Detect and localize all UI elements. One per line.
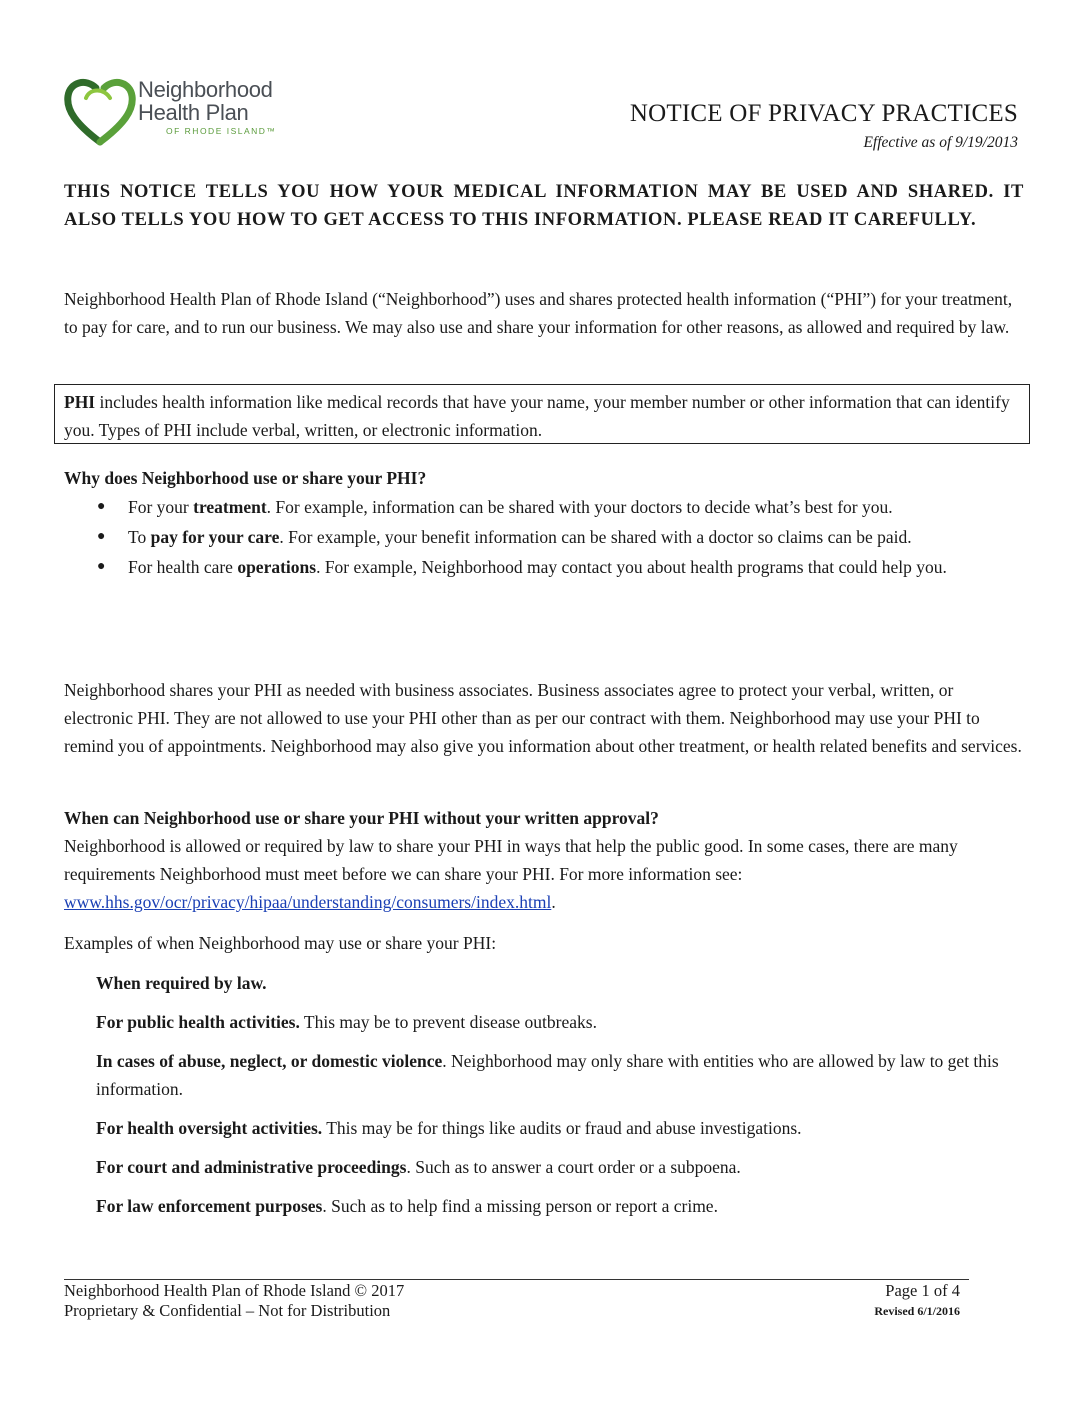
list-item-text: . For example, your benefit information can be shared with a doctor so claims can be paid. [279, 527, 912, 547]
footer-confidential: Proprietary & Confidential – Not for Distribution [64, 1301, 391, 1320]
list-item [96, 1114, 1024, 1142]
link-suffix: . [551, 892, 556, 912]
list-item [64, 523, 1024, 551]
examples-list [96, 969, 1024, 1231]
without-approval-text: Neighborhood is allowed or required by law to share your PHI in ways that help the public good. In some cases, there are many requirements Neighborhood must meet before we can share your PHI. For more information see: [64, 836, 958, 884]
example-title: For law enforcement purposes [96, 1196, 323, 1216]
footer-left [64, 1281, 404, 1321]
list-item [96, 1047, 1024, 1103]
without-approval-heading: When can Neighborhood use or share your PHI without your written approval? [64, 808, 659, 828]
example-text: This may be to prevent disease outbreaks. [299, 1012, 597, 1032]
logo-line-1: Neighborhood [138, 77, 273, 102]
why-share-list [64, 493, 1024, 583]
neighborhood-heart-logo-icon [64, 76, 136, 146]
list-item-bold: operations [237, 557, 317, 577]
list-item-bold: pay for your care [150, 527, 280, 547]
list-item [96, 1153, 1024, 1181]
list-item [96, 1192, 1024, 1220]
example-title: For public health activities. [96, 1012, 300, 1032]
bullet-icon: ● [97, 559, 106, 574]
notice-intro-caps: THIS NOTICE TELLS YOU HOW YOUR MEDICAL INFORMATION MAY BE USED AND SHARED. IT ALSO TELLS YOU HOW TO GET ACCESS TO THIS INFORMATION. PLEASE READ IT CAREFULLY. [64, 182, 1024, 230]
hhs-privacy-link[interactable]: www.hhs.gov/ocr/privacy/hipaa/understanding/consumers/index.html [64, 892, 552, 912]
list-item-text: For your [128, 497, 194, 517]
effective-date: Effective as of 9/19/2013 [863, 134, 1018, 151]
list-item-text: . For example, Neighborhood may contact you about health programs that could help you. [316, 557, 947, 577]
revised-date: Revised 6/1/2016 [874, 1304, 960, 1318]
why-share-heading: Why does Neighborhood use or share your PHI? [64, 468, 427, 488]
document-title: NOTICE OF PRIVACY PRACTICES [629, 100, 1018, 127]
list-item [64, 553, 1024, 581]
example-title: For court and administrative proceedings [96, 1157, 407, 1177]
example-title: For health oversight activities. [96, 1118, 323, 1138]
footer-org: Neighborhood Health Plan of Rhode Island © 2017 [64, 1281, 405, 1300]
intro-paragraph: Neighborhood Health Plan of Rhode Island (“Neighborhood”) uses and shares protected health information (“PHI”) for your treatment, to pay for care, and to run our business. We may also use and share your information for other reasons, as allowed and required by law. [64, 289, 1013, 337]
phi-definition-box [54, 384, 1030, 444]
business-associates-paragraph: Neighborhood shares your PHI as needed with business associates. Business associates agree to protect your verbal, written, or electronic PHI. They are not allowed to use your PHI other than as per our contract with them. Neighborhood may use your PHI to remind you of appointments. Neighborhood may also give you information about other treatment, or health related benefits and services. [64, 680, 1022, 756]
phi-definition-text: includes health information like medical records that have your name, your member number or other information that can identify you. Types of PHI include verbal, written, or electronic information. [64, 392, 1010, 440]
example-text: . Such as to help find a missing person or report a crime. [322, 1196, 718, 1216]
example-text: . Such as to answer a court order or a subpoena. [406, 1157, 741, 1177]
list-item [64, 493, 1024, 521]
logo-line-3: OF RHODE ISLAND™ [166, 126, 277, 136]
examples-intro: Examples of when Neighborhood may use or share your PHI: [64, 933, 497, 953]
example-title: In cases of abuse, neglect, or domestic violence [96, 1051, 443, 1071]
list-item-text: For health care [128, 557, 238, 577]
list-item-text: . For example, information can be shared with your doctors to decide what’s best for you. [266, 497, 893, 517]
logo-wordmark [138, 78, 276, 136]
example-text: . Neighborhood may only share with entities who are allowed by law to get this information. [96, 1051, 999, 1099]
footer-divider [64, 1279, 969, 1280]
page-number: Page 1 of 4 [885, 1281, 960, 1300]
bullet-icon: ● [97, 499, 106, 514]
example-text: This may be for things like audits or fraud and abuse investigations. [322, 1118, 802, 1138]
list-item [96, 969, 1024, 997]
bullet-icon: ● [97, 529, 106, 544]
list-item [96, 1008, 1024, 1036]
without-approval-section [64, 804, 1024, 916]
company-logo [64, 76, 304, 146]
example-title: When required by law. [96, 973, 267, 993]
list-item-text: To [128, 527, 151, 547]
footer-right [700, 1281, 960, 1321]
logo-line-2: Health Plan [138, 100, 249, 125]
list-item-bold: treatment [193, 497, 267, 517]
phi-term: PHI [64, 392, 96, 412]
